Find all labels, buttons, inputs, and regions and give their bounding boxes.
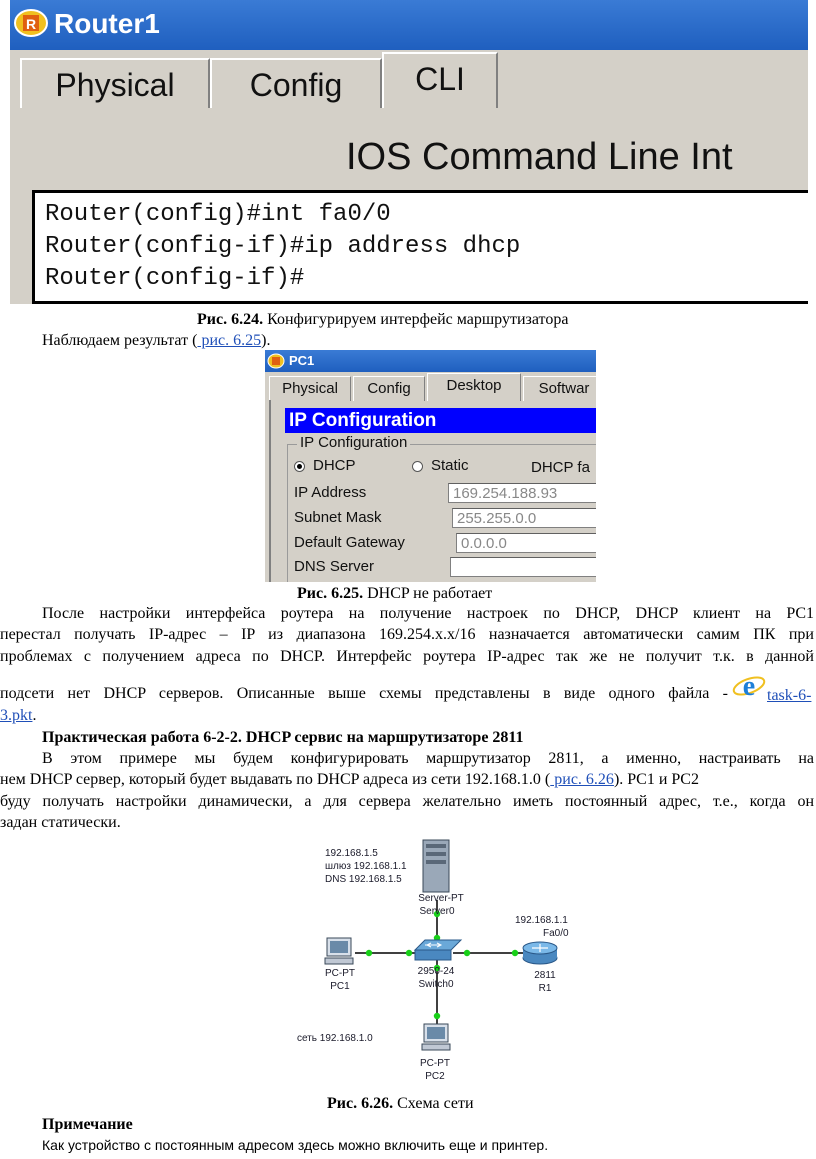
pc-app-icon (267, 353, 285, 369)
subnet-mask-field[interactable]: 255.255.0.0 (452, 508, 596, 528)
pc2-name-label: PC2 (425, 1071, 445, 1082)
dhcp-radio-label: DHCP (313, 457, 356, 474)
caption-text: Схема сети (393, 1095, 474, 1112)
server-icon[interactable] (423, 840, 449, 892)
ip-config-header: IP Configuration (285, 408, 596, 433)
tab-physical[interactable]: Physical (269, 376, 351, 401)
server-name-label: Server0 (419, 906, 455, 917)
tab-cli[interactable]: CLI (382, 52, 498, 110)
cli-line: Router(config-if)#ip address dhcp (45, 233, 521, 260)
dhcp-status-text: DHCP fa (531, 459, 590, 476)
paragraph-line-text: нем DHCP сервер, который будет выдавать по DHCP адреса из сети 192.168.1.0 ( (0, 771, 551, 788)
network-diagram (285, 808, 605, 1093)
tab-config[interactable]: Config (210, 58, 382, 110)
dhcp-radio[interactable] (294, 461, 305, 472)
default-gateway-field[interactable]: 0.0.0.0 (456, 533, 596, 553)
tab-software[interactable]: Softwar (523, 376, 596, 401)
cli-terminal[interactable] (32, 190, 808, 304)
paragraph-line: задан статически. (0, 814, 121, 831)
server-ip-text: 192.168.1.5 (325, 848, 378, 859)
pc2-icon[interactable] (422, 1024, 450, 1050)
paragraph-line-tail: ). PC1 и PC2 (613, 771, 699, 788)
pc1-icon[interactable] (325, 938, 353, 964)
period: . (32, 707, 37, 724)
result-text-end: ). (261, 332, 271, 349)
pc1-title-bar (265, 350, 596, 372)
ios-heading: IOS Command Line Int (346, 136, 733, 178)
router-title-bar (10, 0, 808, 50)
pc1-ip-config-screenshot (265, 350, 596, 582)
pc1-name-label: PC1 (330, 981, 350, 992)
router-interface-text: Fa0/0 (543, 928, 569, 939)
server-dns-text: DNS 192.168.1.5 (325, 874, 402, 885)
router-model-label: 2811 (534, 970, 556, 981)
router-ip-text: 192.168.1.1 (515, 915, 568, 926)
dns-server-label: DNS Server (294, 558, 375, 575)
switch-name-label: Switch0 (418, 979, 454, 990)
router-window-title: Router1 (54, 8, 160, 39)
caption-text: DHCP не работает (363, 585, 493, 602)
paragraph-line: проблемах с получением адреса по DHCP. Интерфейс роутера IP-адрес так же не получит т.к. в данной (0, 648, 814, 665)
caption-number: Рис. 6.25. (297, 585, 364, 602)
ip-address-label: IP Address (294, 484, 367, 501)
paragraph-line: подсети нет DHCP серверов. Описанные выше схемы представлены в виде одного файла - (0, 685, 728, 702)
tab-physical[interactable]: Physical (20, 58, 210, 110)
caption-number: Рис. 6.26. (327, 1095, 394, 1112)
switch-model-label: 2950-24 (417, 966, 455, 977)
server-type-label: Server-PT (418, 893, 464, 904)
note-title: Примечание (42, 1116, 133, 1133)
static-radio-label: Static (431, 457, 469, 474)
result-line (42, 331, 270, 351)
router-icon[interactable] (523, 942, 557, 964)
link-status-lights (366, 911, 518, 1019)
figure-caption-6-24 (197, 310, 568, 330)
svg-text:R: R (25, 16, 37, 32)
pc1-type-label: PC-PT (325, 968, 355, 979)
note-text: Как устройство с постоянным адресом здесь можно включить еще и принтер. (42, 1137, 549, 1153)
figure-caption-6-26 (327, 1094, 474, 1114)
default-gateway-label: Default Gateway (294, 534, 405, 551)
pc2-type-label: PC-PT (420, 1058, 450, 1069)
tab-config[interactable]: Config (353, 376, 425, 401)
caption-number: Рис. 6.24. (197, 311, 264, 328)
router-app-icon (12, 6, 50, 40)
router-cli-screenshot (10, 0, 808, 304)
cli-line: Router(config-if)# (45, 265, 305, 292)
subnet-mask-label: Subnet Mask (294, 509, 382, 526)
network-label: сеть 192.168.1.0 (297, 1033, 373, 1044)
dns-server-field[interactable] (450, 557, 596, 577)
cli-line: Router(config)#int fa0/0 (45, 201, 391, 228)
figure-link-6-26[interactable]: рис. 6.26 (550, 771, 614, 788)
internet-explorer-file-icon[interactable] (731, 668, 767, 702)
paragraph-line: В этом примере мы будем конфигурировать маршрутизатор 2811, а именно, настраивать на (42, 750, 814, 767)
task-file-link[interactable]: task-6- (767, 687, 812, 704)
static-radio[interactable] (412, 461, 423, 472)
svg-text:e: e (742, 671, 756, 702)
router-name-label: R1 (538, 983, 552, 994)
ip-address-field[interactable]: 169.254.188.93 (448, 483, 596, 503)
router-tab-strip (10, 50, 808, 110)
task-file-link-end[interactable]: 3.pkt (0, 707, 33, 724)
paragraph-line (0, 770, 814, 790)
section-title: Практическая работа 6-2-2. DHCP сервис на маршрутизаторе 2811 (42, 729, 524, 746)
result-text: Наблюдаем результат ( (42, 332, 198, 349)
figure-link-6-25[interactable]: рис. 6.25 (197, 332, 262, 349)
tab-desktop[interactable]: Desktop (427, 373, 521, 401)
server-gateway-text: шлюз 192.168.1.1 (325, 861, 407, 872)
caption-text: Конфигурируем интерфейс маршрутизатора (263, 311, 569, 328)
figure-caption-6-25 (297, 584, 492, 604)
paragraph-line: После настройки интерфейса роутера на получение настроек по DHCP, DHCP клиент на PC1 (42, 605, 814, 622)
task-file-link-line (0, 706, 36, 726)
ip-config-group-label: IP Configuration (297, 434, 410, 451)
pc1-window-title: PC1 (289, 353, 315, 368)
paragraph-line: перестал получать IP-адрес – IP из диапазона 169.254.x.x/16 назначается автоматически самим ПК при (0, 626, 814, 643)
paragraph-line: буду получать настройки динамически, а для сервера желательно иметь постоянный адрес, т.е., когда он (0, 793, 814, 810)
switch-icon[interactable] (415, 940, 461, 960)
